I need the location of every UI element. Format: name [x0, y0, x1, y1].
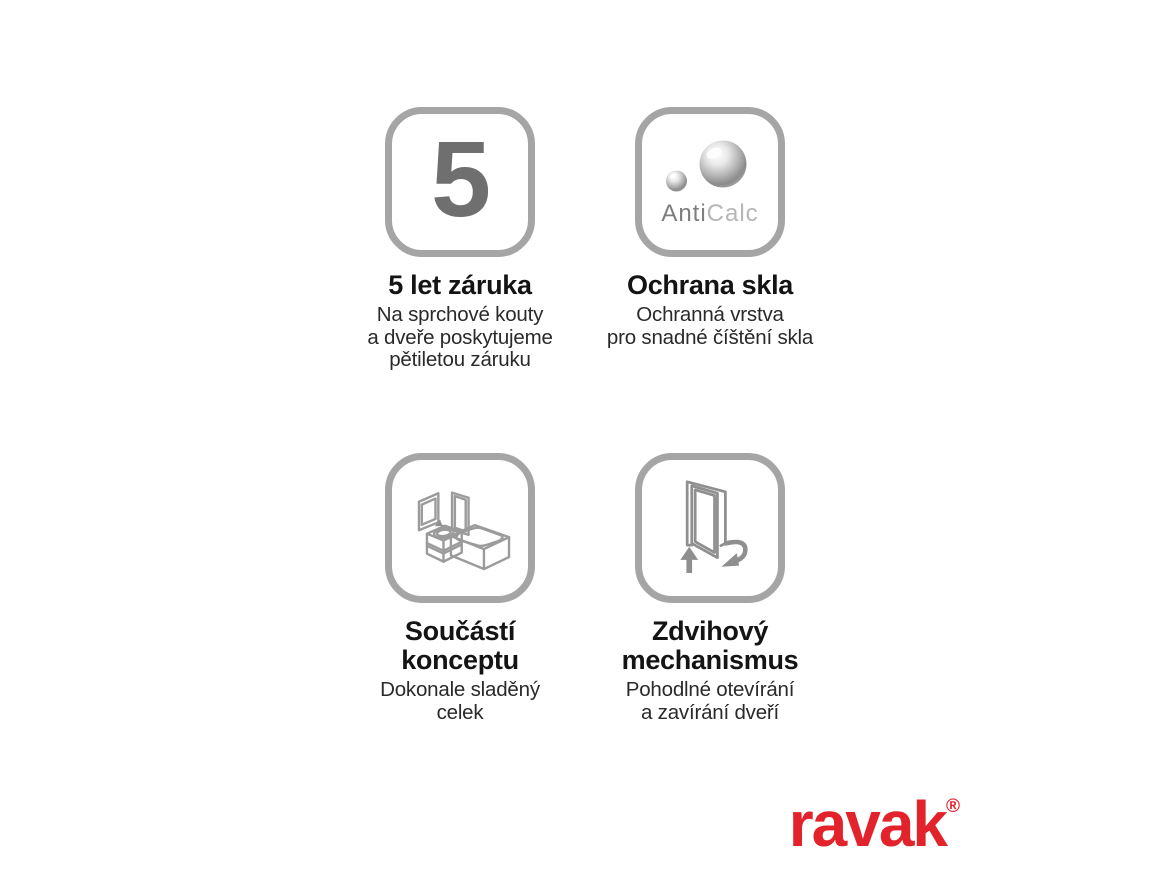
feature-row-2 [345, 453, 825, 799]
feature-row-1 [345, 107, 825, 453]
title-line: 5 let záruka [388, 270, 532, 300]
feature-description [367, 304, 552, 372]
concept-tile [385, 453, 535, 603]
feature-description [380, 679, 540, 724]
anticalc-tile [635, 107, 785, 257]
feature-description [626, 679, 795, 724]
desc-line: Dokonale sladěný [380, 678, 540, 701]
bathroom-set-icon [403, 471, 517, 585]
anticalc-word-calc: Calc [706, 199, 759, 227]
feature-card-anticalc [595, 107, 825, 349]
title-line: Ochrana skla [627, 270, 793, 300]
anticalc-wordmark [661, 200, 758, 228]
feature-card-concept [345, 453, 575, 724]
feature-title [627, 271, 793, 300]
title-line: mechanismus [621, 645, 799, 675]
anticalc-word-anti: Anti [661, 199, 707, 227]
title-line: konceptu [401, 645, 519, 675]
desc-line: celek [436, 700, 484, 724]
lifting-door-icon [653, 471, 767, 585]
desc-line: Pohodlné otevírání [625, 678, 795, 701]
feature-title [401, 617, 519, 675]
warranty-tile [385, 107, 535, 257]
ravak-wordmark: ravak [788, 788, 946, 860]
desc-line: a dveře poskytujeme [367, 325, 553, 349]
feature-description [607, 304, 813, 349]
desc-line: a zavírání dveří [640, 700, 780, 724]
registered-trademark-icon: ® [946, 796, 960, 817]
feature-title [388, 271, 531, 300]
feature-title [622, 617, 799, 675]
desc-line: Na sprchové kouty [376, 303, 544, 326]
feature-grid [345, 107, 825, 799]
five-badge-icon: 5 [430, 118, 490, 239]
desc-line: pětiletou záruku [389, 348, 531, 371]
desc-line: pro snadné číštění skla [606, 325, 814, 349]
feature-card-lift-mechanism [595, 453, 825, 724]
feature-card-warranty [345, 107, 575, 372]
ravak-logo [788, 788, 960, 860]
anticalc-droplets-icon [660, 137, 760, 199]
title-line: Součástí [404, 616, 516, 646]
desc-line: Ochranná vrstva [636, 303, 784, 326]
lift-tile [635, 453, 785, 603]
title-line: Zdvihový [651, 616, 769, 646]
